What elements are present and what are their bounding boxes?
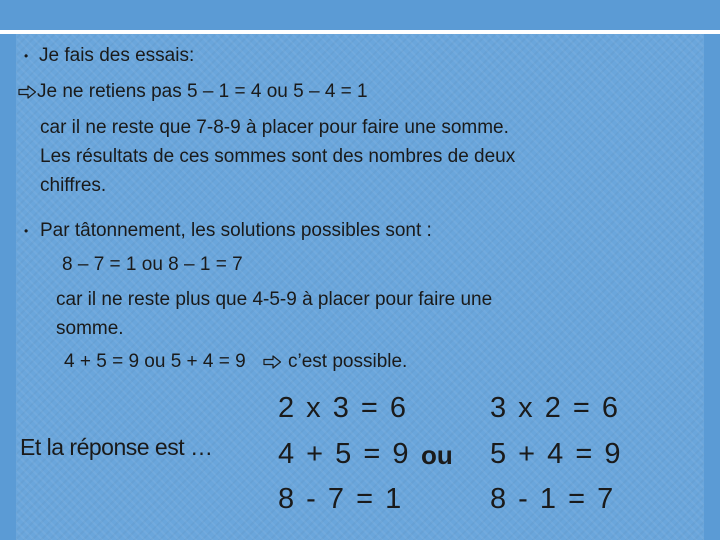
arrow-right-icon	[263, 355, 282, 369]
possible-text: c’est possible.	[288, 351, 408, 372]
answer-left-3: 8 - 7 = 1	[278, 483, 404, 515]
text-line-4: chiffres.	[40, 175, 107, 196]
slide-top-band	[0, 0, 720, 30]
text-line-8	[64, 351, 407, 373]
text-line-6: car il ne reste plus que 4-5-9 à placer pour faire une	[56, 289, 493, 310]
answer-right-2: 5 + 4 = 9	[490, 438, 623, 470]
sum-expression: 4 + 5 = 9 ou 5 + 4 = 9	[64, 351, 246, 372]
text-line-2: car il ne reste que 7-8-9 à placer pour faire une somme.	[40, 117, 509, 138]
slide-content	[16, 34, 704, 540]
bullet-dot-icon: •	[24, 49, 29, 63]
answer-right-1: 3 x 2 = 6	[490, 392, 621, 424]
text-line-7: somme.	[56, 318, 124, 339]
answer-right-3: 8 - 1 = 7	[490, 483, 616, 515]
bullet-text-1: Je fais des essais:	[39, 45, 195, 66]
answer-left-2: 4 + 5 = 9	[278, 438, 411, 470]
arrow-right-icon	[18, 85, 37, 99]
text-line-5: 8 – 7 = 1 ou 8 – 1 = 7	[62, 254, 243, 275]
or-word: ou	[421, 440, 453, 470]
arrow-line-1	[18, 81, 368, 103]
bullet-text-2: Par tâtonnement, les solutions possibles sont :	[40, 220, 432, 241]
text-line-3: Les résultats de ces sommes sont des nombres de deux	[40, 146, 516, 167]
answer-intro: Et la réponse est …	[20, 434, 213, 460]
bullet-dot-icon: •	[24, 224, 29, 238]
answer-left-1: 2 x 3 = 6	[278, 392, 409, 424]
retains-text: Je ne retiens pas 5 – 1 = 4 ou 5 – 4 = 1	[37, 81, 368, 102]
